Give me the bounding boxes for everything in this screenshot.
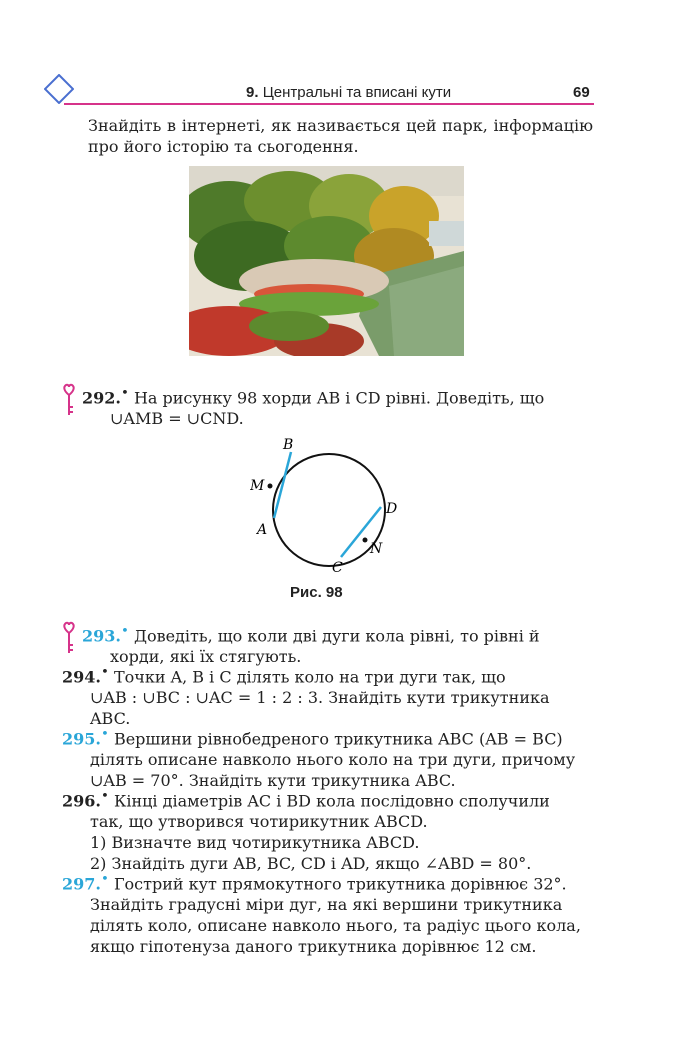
park-photo (189, 166, 464, 356)
problem-294: 294.• Точки A, B і C ділять коло на три дуги так, що ∪AB : ∪BC : ∪AC = 1 : 2 : 3. Знайдіть кути трикутника ABC. (62, 665, 550, 729)
problem-296: 296.• Кінці діаметрів AC і BD кола послідовно сполучили так, що утворився чотирикутник ABCD. 1) Визначте вид чотирикутника ABCD. 2) Знайдіть дуги AB, BC, CD і AD, якщо ∠ABD = 80°. (62, 789, 550, 874)
label-b: B (283, 437, 294, 453)
point-n (363, 538, 368, 543)
key-icon (62, 621, 76, 655)
problem-293: 293.• Доведіть, що коли дві дуги кола рівні, то рівні й хорди, які їх стягують. (82, 624, 540, 667)
key-icon (62, 383, 76, 417)
circle (273, 454, 385, 566)
problem-292: 292.• На рисунку 98 хорди AB і CD рівні. Доведіть, що ∪AMB = ∪CND. (82, 386, 545, 429)
chapter-title: 9. Центральні та вписані кути (246, 84, 452, 101)
diamond-icon (44, 74, 74, 104)
problem-297: 297.• Гострий кут прямокутного трикутника дорівнює 32°. Знайдіть градусні міри дуг, на які вершини трикутника ділять коло, описане навколо нього, та радіус цього кола, якщо гіпотенуза даного трикутника дорівнює 12 см. (62, 872, 581, 957)
circle-figure (250, 436, 410, 576)
intro-paragraph: Знайдіть в інтернеті, як називається цей парк, інформацію про його історію та сьогодення. (88, 116, 593, 156)
header-rule (64, 103, 594, 105)
label-d: D (386, 501, 398, 517)
label-m: M (250, 478, 265, 494)
page-number: 69 (573, 84, 590, 101)
problem-295: 295.• Вершини рівнобедреного трикутника ABC (AB = BC) ділять описане навколо нього коло на три дуги, причому ∪AB = 70°. Знайдіть кути трикутника ABC. (62, 727, 576, 791)
point-m (268, 484, 273, 489)
label-a: A (257, 522, 268, 538)
figure-caption: Рис. 98 (290, 584, 343, 601)
label-n: N (370, 541, 383, 557)
label-c: C (332, 560, 343, 576)
chord-ab (274, 452, 291, 518)
